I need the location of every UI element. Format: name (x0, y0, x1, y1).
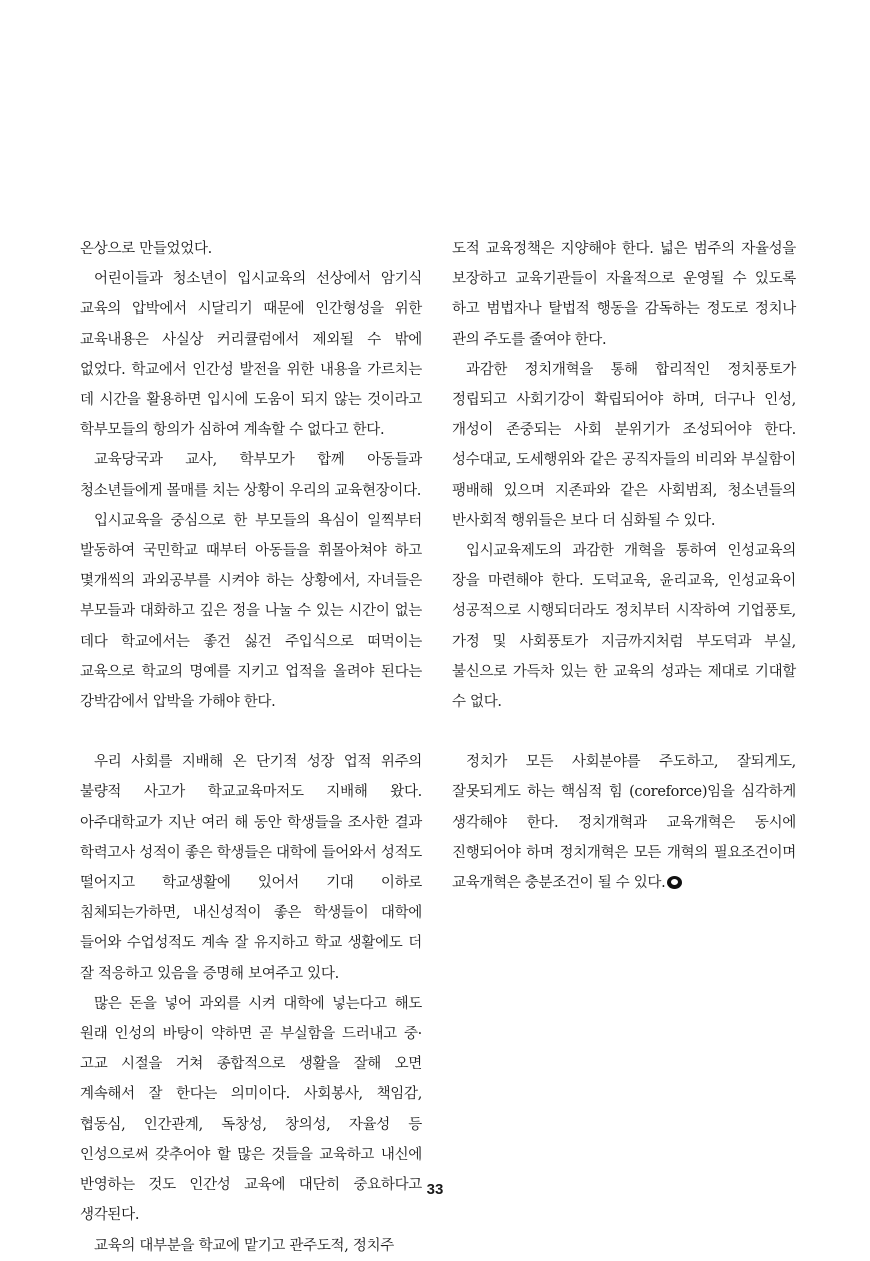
right-text-column (452, 234, 796, 898)
paragraph-conclusion (452, 747, 796, 898)
paragraph-government-led: 교육의 대부분을 학교에 맡기고 관주도적, 정치주 (94, 1237, 394, 1254)
conclusion-text: 정치가 모든 사회분야를 주도하고, 잘되게도, 잘못되게도 하는 핵심적 힘 (coreforce)임을 심각하게 생각해야 한다. 정치개혁과 교육개혁은 동시에 진행되어야 하며 정치개혁은 모든 개혁의 필요조건이며 교육개혁은 충분조건이 될 수 있다. (452, 754, 796, 892)
paragraph-tutoring: 많은 돈을 넣어 과외를 시켜 대학에 넣는다고 해도 원래 인성의 바탕이 약하면 곧 부실함을 드러내고 중·고교 시절을 거쳐 종합적으로 생활을 잘해 오면 계속해서 잘 한다는 의미이다. 사회봉사, 책임감, 협동심, 인간관계, 독창성, 창의성, 자율성 등 인성으로써 갖추어야 할 많은 것들을 교육하고 내신에 반영하는 것도 인간성 교육에 대단히 중요하다고 생각된다. (80, 995, 422, 1224)
paragraph-exam-reform: 입시교육제도의 과감한 개혁을 통하여 인성교육의 장을 마련해야 한다. 도덕교육, 윤리교육, 인성교육이 성공적으로 시행되더라도 정치부터 시작하여 기업풍토, 가정 및 사회풍토가 지금까지처럼 부도덕과 부실, 불신으로 가득차 있는 한 교육의 성과는 제대로 기대할 수 없다. (452, 543, 796, 711)
paragraph-continuation: 온상으로 만들었었다. (80, 241, 212, 257)
paragraph-parent-pressure: 입시교육을 중심으로 한 부모들의 욕심이 일찍부터 발동하여 국민학교 때부터 아동들을 휘몰아쳐야 하고 몇개씩의 과외공부를 시켜야 하는 상황에서, 자녀들은 부모들과 대화하고 깊은 정을 나눌 수 있는 시간이 없는 데다 학교에서는 좋건 싫건 주입식으로 떠먹이는 교육으로 학교의 명예를 지키고 업적을 올려야 된다는 강박감에서 압박을 가해야 한다. (80, 512, 422, 711)
paragraph-political-reform: 과감한 정치개혁을 통해 합리적인 정치풍토가 정립되고 사회기강이 확립되어야 하며, 더구나 인성, 개성이 존중되는 사회 분위기가 조성되어야 한다. 성수대교, 도세행위와 같은 공직자들의 비리와 부실함이 팽배해 있으며 지존파와 같은 사회범죄, 청소년들의 반사회적 행위들은 보다 더 심화될 수 있다. (452, 361, 796, 529)
paragraph-rote-learning: 어린이들과 청소년이 입시교육의 선상에서 암기식 교육의 압박에서 시달리기 때문에 인간형성을 위한 교육내용은 사실상 커리큘럼에서 제외될 수 밖에 없었다. 학교에서 인간성 발전을 위한 내용을 가르치는 데 시간을 활용하면 입시에 도움이 되지 않는 것이라고 학부모들의 항의가 심하여 계속할 수 없다고 한다. (80, 271, 422, 439)
paragraph-education-scene: 교육당국과 교사, 학부모가 합께 아동들과 청소년들에게 몰매를 치는 상황이 우리의 교육현장이다. (80, 452, 422, 499)
page-number: 33 (426, 1181, 444, 1198)
end-of-article-mark-icon (667, 876, 682, 889)
paragraph-autonomy: 도적 교육정책은 지양해야 한다. 넓은 범주의 자율성을 보장하고 교육기관들이 자율적으로 운영될 수 있도록 하고 범법자나 탈법적 행동을 감독하는 정도로 정치나 관의 주도를 줄여야 한다. (452, 241, 796, 348)
left-text-column (80, 234, 422, 1261)
paragraph-ajou-study: 우리 사회를 지배해 온 단기적 성장 업적 위주의 불량적 사고가 학교교육마저도 지배해 왔다. 아주대학교가 지난 여러 해 동안 학생들을 조사한 결과 학력고사 성적이 좋은 학생들은 대학에 들어와서 성적도 떨어지고 학교생활에 있어서 기대 이하로 침체되는가하면, 내신성적이 좋은 학생들이 대학에 들어와 수업성적도 계속 잘 유지하고 학교 생활에도 더 잘 적응하고 있음을 증명해 보여주고 있다. (80, 754, 422, 982)
